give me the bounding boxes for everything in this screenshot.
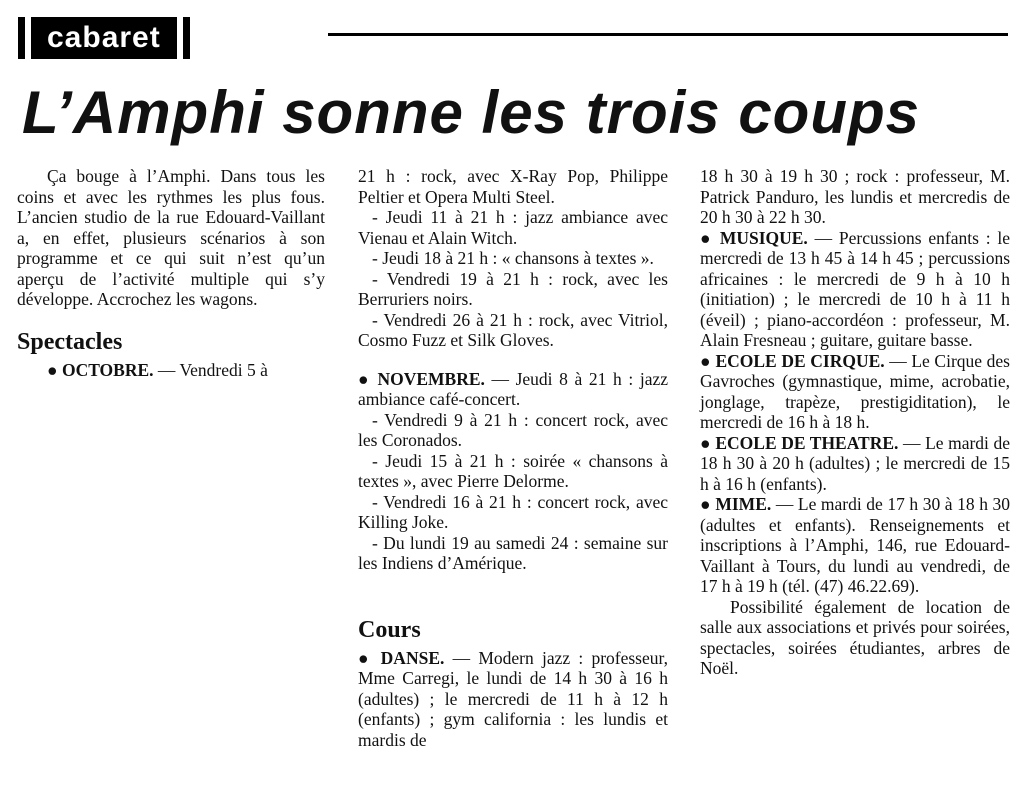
category-label: ECOLE DE THEATRE. xyxy=(715,432,899,453)
category-label: MUSIQUE. xyxy=(719,227,808,248)
bullet-icon: ● xyxy=(700,432,711,453)
month-label: NOVEMBRE. xyxy=(377,368,485,389)
subhead-spectacles: Spectacles xyxy=(17,328,123,355)
list-item: - Vendredi 26 à 21 h : rock, avec Vitriol, Cosmo Fuzz et Silk Gloves. xyxy=(358,309,668,350)
rubric-left-bar xyxy=(18,17,25,59)
entry-cirque xyxy=(700,351,1010,433)
entry-octobre xyxy=(17,360,325,381)
section-rubric xyxy=(18,14,190,62)
bullet-icon: ● xyxy=(47,359,58,380)
bullet-icon: ● xyxy=(700,227,713,248)
category-label: MIME. xyxy=(715,494,772,514)
entry-musique xyxy=(700,228,1010,351)
list-item: - Du lundi 19 au samedi 24 : semaine sur les Indiens d’Amérique. xyxy=(358,532,668,573)
rubric-right-bar xyxy=(183,17,190,59)
entry-novembre xyxy=(358,369,668,410)
entry-text: — Percussions enfants : le mercredi de 13 h 45 à 14 h 45 ; percussions africaines : le mercredi de 9 h à 10 h (initiation) ; le mercredi de 10 h à 11 h (éveil) ; piano-accordéon : professeur, M. Alain Fresneau ; guitare, guitare basse. xyxy=(700,227,1010,350)
entry-text: — Vendredi 5 à xyxy=(153,359,268,380)
list-item: - Vendredi 19 à 21 h : rock, avec les Berruriers noirs. xyxy=(358,268,668,309)
list-item: - Jeudi 15 à 21 h : soirée « chansons à textes », avec Pierre Delorme. xyxy=(358,450,668,491)
entry-text: — Le mardi de 17 h 30 à 18 h 30 (adultes et enfants). Renseignements et inscriptions à l’Amphi, 146, rue Edouard-Vaillant à Tours, du lundi au vendredi, de 17 h à 19 h (tél. (47) 46.22.69). xyxy=(700,494,1011,596)
list-item: - Jeudi 18 à 21 h : « chansons à textes ». xyxy=(372,248,654,268)
section-label: cabaret xyxy=(31,17,177,59)
bullet-icon: ● xyxy=(700,350,711,371)
entry-text: — Jeudi 8 à 21 h : jazz ambiance café-concert. xyxy=(358,368,669,409)
bullet-icon: ● xyxy=(700,494,711,514)
column-1 xyxy=(17,166,325,380)
entry-text: — Le Cirque des Gavroches (gymnastique, mime, acrobatie, jonglage, trapèze, prestigiditation), le mercredi de 16 h à 18 h. xyxy=(700,350,1010,432)
header-rule xyxy=(328,33,1008,36)
list-item: - Vendredi 9 à 21 h : concert rock, avec les Coronados. xyxy=(358,409,668,450)
entry-text: — Modern jazz : professeur, Mme Carregi, le lundi de 14 h 30 à 16 h (adultes) ; le mercredi de 11 h à 12 h (enfants) ; gym california : les lundis et mardis de xyxy=(358,647,669,750)
subhead-cours: Cours xyxy=(358,616,421,643)
article-headline: L’Amphi sonne les trois coups xyxy=(22,79,921,146)
column-2 xyxy=(358,166,668,750)
bullet-icon: ● xyxy=(358,368,371,389)
category-label: ECOLE DE CIRQUE. xyxy=(715,350,885,371)
bullet-icon: ● xyxy=(358,647,373,668)
month-label: OCTOBRE. xyxy=(61,359,154,380)
list-item: - Jeudi 11 à 21 h : jazz ambiance avec Vienau et Alain Witch. xyxy=(358,207,668,248)
entry-danse xyxy=(358,648,668,751)
danse-continued: 18 h 30 à 19 h 30 ; rock : professeur, M. Patrick Panduro, les lundis et mercredis de 20 h 30 à 22 h 30. xyxy=(700,166,1010,227)
octobre-continued: 21 h : rock, avec X-Ray Pop, Philippe Peltier et Opera Multi Steel. xyxy=(358,166,668,207)
list-item: - Vendredi 16 à 21 h : concert rock, avec Killing Joke. xyxy=(358,491,668,532)
closing-paragraph: Possibilité également de location de salle aux associations et privés pour soirées, spectacles, soirées étudiantes, arbres de Noël. xyxy=(700,596,1010,678)
category-label: DANSE. xyxy=(380,647,445,668)
entry-text: — Le mardi de 18 h 30 à 20 h (adultes) ; le mercredi de 15 h à 16 h (enfants). xyxy=(700,432,1011,494)
column-3 xyxy=(700,166,1010,679)
intro-paragraph: Ça bouge à l’Amphi. Dans tous les coins et avec les rythmes les plus fous. L’ancien studio de la rue Edouard-Vaillant a, en effet, plusieurs scénarios à son programme et ce qui suit n’est qu’un aperçu de l’activité multiple qui s’y développe. Accrochez les wagons. xyxy=(17,166,325,309)
entry-mime xyxy=(700,494,1010,597)
entry-theatre xyxy=(700,433,1010,495)
